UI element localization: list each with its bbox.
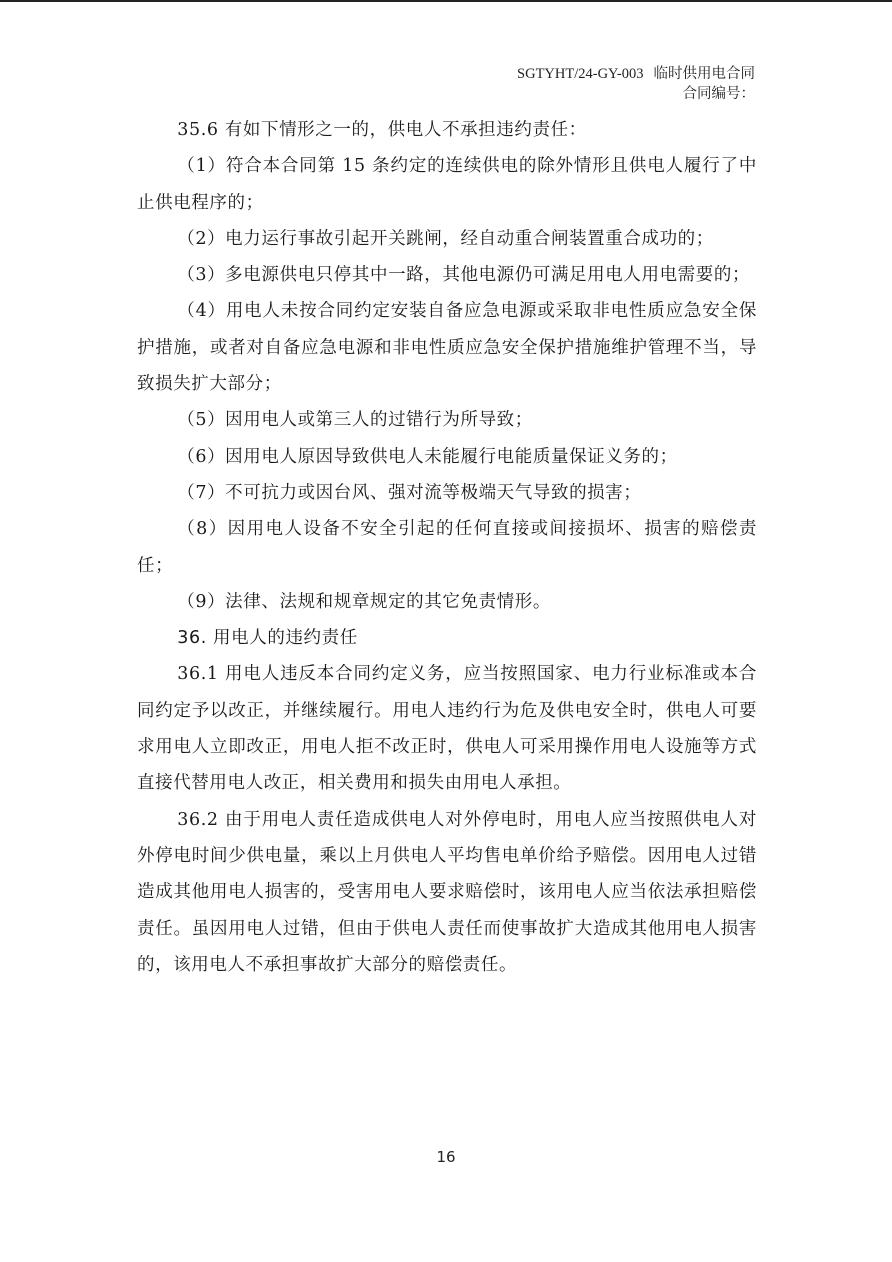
clause-35-6: 35.6 有如下情形之一的，供电人不承担违约责任： [177,120,587,140]
clause-item-6: （6）因用电人原因导致供电人未能履行电能质量保证义务的； [177,446,678,467]
clause-item-3: （3）多电源供电只停其中一路，其他电源仍可满足用电人用电需要的； [177,265,751,286]
clause-item-5: （5）因用电人或第三人的过错行为所导致； [177,410,533,431]
contract-code: SGTYHT/24-GY-003 [517,66,644,82]
clause-item-1: （1）符合本合同第 15 条约定的连续供电的除外情形且供电人履行了中止供电程序的； [137,156,757,213]
page-header [517,64,755,104]
clause-36-1: 36.1 用电人违反本合同约定义务，应当按照国家、电力行业标准或本合同约定予以改正，并继续履行。用电人违约行为危及供电安全时，供电人可要求用电人立即改正，用电人拒不改正时，供电人可采用操作用电人设施等方式直接代替用电人改正，相关费用和损失由用电人承担。 [137,664,757,794]
page-number: 16 [436,1148,456,1166]
clause-item-7: （7）不可抗力或因台风、强对流等极端天气导致的损害； [177,482,642,503]
document-body [137,112,757,983]
contract-number-label: 合同编号： [682,86,755,102]
clause-item-9: （9）法律、法规和规章规定的其它免责情形。 [177,591,551,612]
header-line-1 [517,64,755,84]
clause-item-8: （8）因用电人设备不安全引起的任何直接或间接损坏、损害的赔偿责任； [137,519,757,576]
clause-item-2: （2）电力运行事故引起开关跳闸，经自动重合闸装置重合成功的； [177,228,714,249]
contract-title: 临时供用电合同 [653,66,755,82]
clause-36-2: 36.2 由于用电人责任造成供电人对外停电时，用电人应当按照供电人对外停电时间少供电量，乘以上月供电人平均售电单价给予赔偿。因用电人过错造成其他用电人损害的，受害用电人要求赔偿时，该用电人应当依法承担赔偿责任。虽因用电人过错，但由于供电人责任而使事故扩大造成其他用电人损害的，该用电人不承担事故扩大部分的赔偿责任。 [137,809,757,975]
clause-item-4: （4）用电人未按合同约定安装自备应急电源或采取非电性质应急安全保护措施，或者对自备应急电源和非电性质应急安全保护措施维护管理不当，导致损失扩大部分； [137,301,757,395]
section-heading: 36. 用电人的违约责任 [177,628,358,649]
top-border-line [0,0,892,2]
